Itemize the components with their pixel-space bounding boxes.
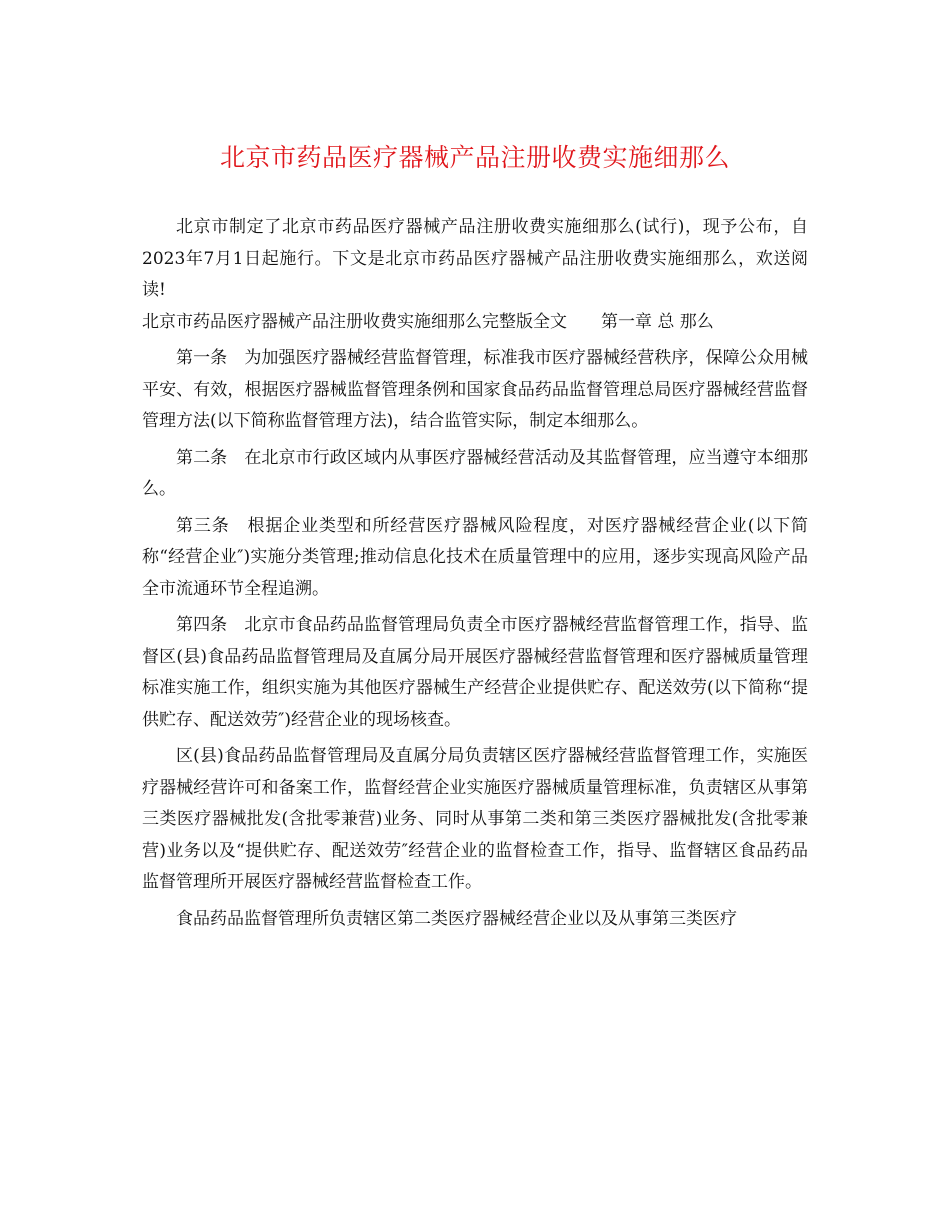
district-duties-paragraph: 区(县)食品药品监督管理局及直属分局负责辖区医疗器械经营监督管理工作，实施医疗器械经营许可和备案工作，监督经营企业实施医疗器械质量管理标准，负责辖区从事第三类医疗器械批发(含批零兼营)业务、同时从事第二类和第三类医疗器械批发(含批零兼营)业务以及“提供贮存、配送效劳″经营企业的监督检查工作，指导、监督辖区食品药品监督管理所开展医疗器械经营监督检查工作。: [142, 746, 808, 892]
article-1-paragraph: 第一条 为加强医疗器械经营监督管理，标准我市医疗器械经营秩序，保障公众用械平安、有效，根据医疗器械监督管理条例和国家食品药品监督管理总局医疗器械经营监督管理方法(以下简称监督管理方法)，结合监管实际，制定本细那么。: [142, 348, 808, 431]
article-2-paragraph: 第二条 在北京市行政区域内从事医疗器械经营活动及其监督管理，应当遵守本细那么。: [142, 447, 808, 499]
intro-paragraph: 北京市制定了北京市药品医疗器械产品注册收费实施细那么(试行)，现予公布，自2023年7月1日起施行。下文是北京市药品医疗器械产品注册收费实施细那么，欢送阅读!: [142, 217, 808, 300]
document-title: 北京市药品医疗器械产品注册收费实施细那么: [219, 143, 730, 172]
article-4-paragraph: 第四条 北京市食品药品监督管理局负责全市医疗器械经营监督管理工作，指导、监督区(县)食品药品监督管理局及直属分局开展医疗器械经营监督管理和医疗器械质量管理标准实施工作，组织实施为其他医疗器械生产经营企业提供贮存、配送效劳(以下简称“提供贮存、配送效劳″)经营企业的现场核查。: [142, 615, 808, 730]
document-body: [142, 212, 808, 940]
fulltext-heading-line: 北京市药品医疗器械产品注册收费实施细那么完整版全文 第一章 总 那么: [142, 311, 714, 332]
article-3-paragraph: 第三条 根据企业类型和所经营医疗器械风险程度，对医疗器械经营企业(以下简称“经营企业″)实施分类管理;推动信息化技术在质量管理中的应用，逐步实现高风险产品全市流通环节全程追溯。: [142, 515, 808, 599]
station-duties-paragraph: 食品药品监督管理所负责辖区第二类医疗器械经营企业以及从事第三类医疗: [176, 908, 737, 929]
